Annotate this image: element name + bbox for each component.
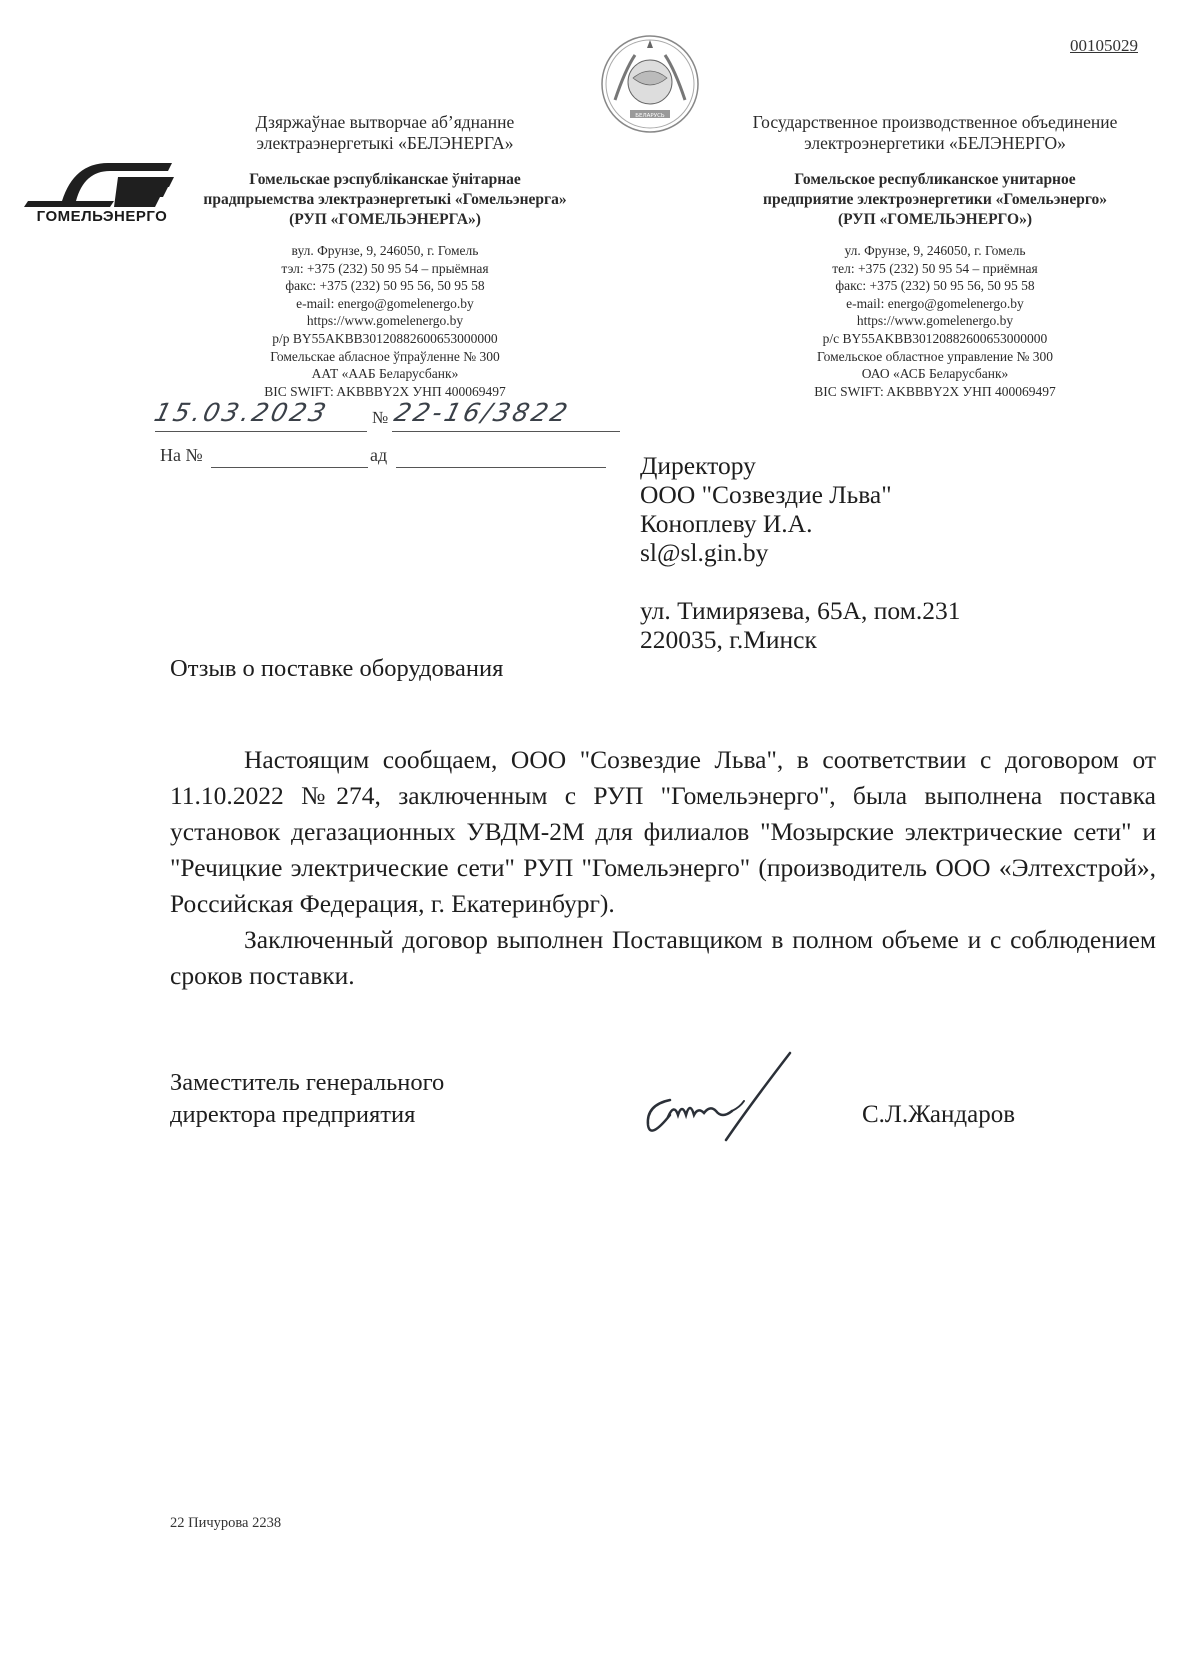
signatory-title: [170, 1067, 590, 1131]
number-underline: [392, 431, 620, 432]
left-assoc-line: Дзяржаўнае вытворчае аб’яднанне: [255, 112, 515, 132]
left-org-line: (РУП «ГОМЕЛЬЭНЕРГА»): [289, 211, 481, 228]
right-org-line: (РУП «ГОМЕЛЬЭНЕРГО»): [837, 211, 1032, 228]
left-addr-line: тэл: +375 (232) 50 95 54 – прыёмная: [281, 260, 489, 276]
body-paragraph: Заключенный договор выполнен Поставщиком в полном объеме и с соблюдением сроков поставки.: [170, 925, 1156, 990]
signatory-title-line: директора предприятия: [170, 1101, 416, 1128]
handwritten-signature: [640, 1045, 835, 1145]
addressee-line: Коноплеву И.А.: [640, 509, 813, 538]
right-org-line: Гомельское республиканское унитарное: [794, 171, 1076, 188]
right-contacts: [700, 242, 1170, 400]
left-association: [150, 112, 620, 154]
right-addr-line: BIC SWIFT: AKBBBY2X УНП 400069497: [814, 383, 1056, 399]
left-org-line: прадпрыемства электраэнергетыкі «Гомельэнерга»: [203, 191, 567, 208]
addressee-line: Директору: [640, 451, 756, 480]
left-addr-line: факс: +375 (232) 50 95 56, 50 95 58: [285, 278, 485, 294]
date-underline: [155, 431, 367, 432]
emblem-ribbon-text: БЕЛАРУСЬ: [635, 113, 665, 119]
logo-text: ГОМЕЛЬЭНЕРГО: [36, 208, 168, 225]
right-addr-line: тел: +375 (232) 50 95 54 – приёмная: [832, 260, 1038, 276]
from-label: ад: [370, 445, 388, 465]
letter-subject: Отзыв о поставке оборудования: [170, 655, 504, 682]
right-assoc-line: электроэнергетики «БЕЛЭНЕРГО»: [804, 133, 1066, 153]
left-addr-line: Гомельскае абласное ўпраўленне № 300: [270, 348, 500, 364]
number-label: №: [372, 408, 389, 427]
right-addr-line: https://www.gomelenergo.by: [856, 313, 1014, 329]
letter-body: [170, 742, 1156, 994]
left-addr-line: вул. Фрунзе, 9, 246050, г. Гомель: [291, 243, 479, 258]
right-addr-line: ОАО «АСБ Беларусбанк»: [861, 366, 1009, 382]
right-assoc-line: Государственное производственное объединение: [752, 112, 1118, 132]
registration-date: 15.03.2023: [151, 398, 332, 427]
executor-note: 22 Пичурова 2238: [170, 1515, 282, 1531]
from-underline: [396, 467, 606, 468]
left-addr-line: https://www.gomelenergo.by: [306, 313, 464, 329]
addressee-spacer: [640, 567, 1100, 596]
addressee-address-line: 220035, г.Минск: [640, 625, 817, 654]
left-assoc-line: электраэнергетыкі «БЕЛЭНЕРГА»: [256, 133, 514, 153]
signatory-title-line: Заместитель генерального: [170, 1069, 445, 1096]
left-contacts: [150, 242, 620, 400]
right-organization: [700, 170, 1170, 230]
right-addr-line: e-mail: energo@gomelenergo.by: [846, 295, 1024, 311]
addressee-line: ООО "Созвездие Льва": [640, 480, 892, 509]
right-association: [700, 112, 1170, 154]
left-addr-line: ААТ «ААБ Беларусбанк»: [311, 366, 459, 382]
left-addr-line: e-mail: energo@gomelenergo.by: [296, 295, 474, 311]
right-addr-line: ул. Фрунзе, 9, 246050, г. Гомель: [844, 243, 1026, 258]
right-addr-line: Гомельское областное управление № 300: [816, 348, 1054, 364]
left-addr-line: р/р BY55AKBB30120882600653000000: [272, 330, 498, 346]
addressee-address-line: ул. Тимирязева, 65А, пом.231: [640, 596, 961, 625]
right-addr-line: р/с BY55AKBB30120882600653000000: [822, 330, 1048, 346]
reference-label: На №: [160, 445, 203, 465]
registration-number: 22-16/3822: [391, 398, 574, 427]
left-addr-line: BIC SWIFT: AKBBBY2X УНП 400069497: [264, 383, 506, 399]
document-number: 00105029: [1070, 36, 1138, 55]
right-addr-line: факс: +375 (232) 50 95 56, 50 95 58: [835, 278, 1035, 294]
body-paragraph: Настоящим сообщаем, ООО "Созвездие Льва", в соответствии с договором от 11.10.2022 №274, заключенным с РУП "Гомельэнерго", была выполнена поставка установок дегазационных УВДМ-2М для филиалов "Мозырские электрические сети" и "Речицкие электрические сети" РУП "Гомельэнерго" (производитель ООО «Элтехстрой», Российская Федерация, г. Екатеринбург).: [170, 745, 1156, 918]
addressee-email: sl@sl.gin.by: [640, 538, 769, 567]
right-org-line: предприятие электроэнергетики «Гомельэнерго»: [763, 191, 1107, 208]
header-left: [150, 112, 620, 400]
signer-name: С.Л.Жандаров: [862, 1101, 1016, 1128]
reference-underline: [211, 467, 368, 468]
left-org-line: Гомельскае рэспубліканскае ўнітарнае: [249, 171, 521, 188]
addressee-block: [640, 451, 1100, 654]
header-right: [700, 112, 1170, 400]
left-organization: [150, 170, 620, 230]
